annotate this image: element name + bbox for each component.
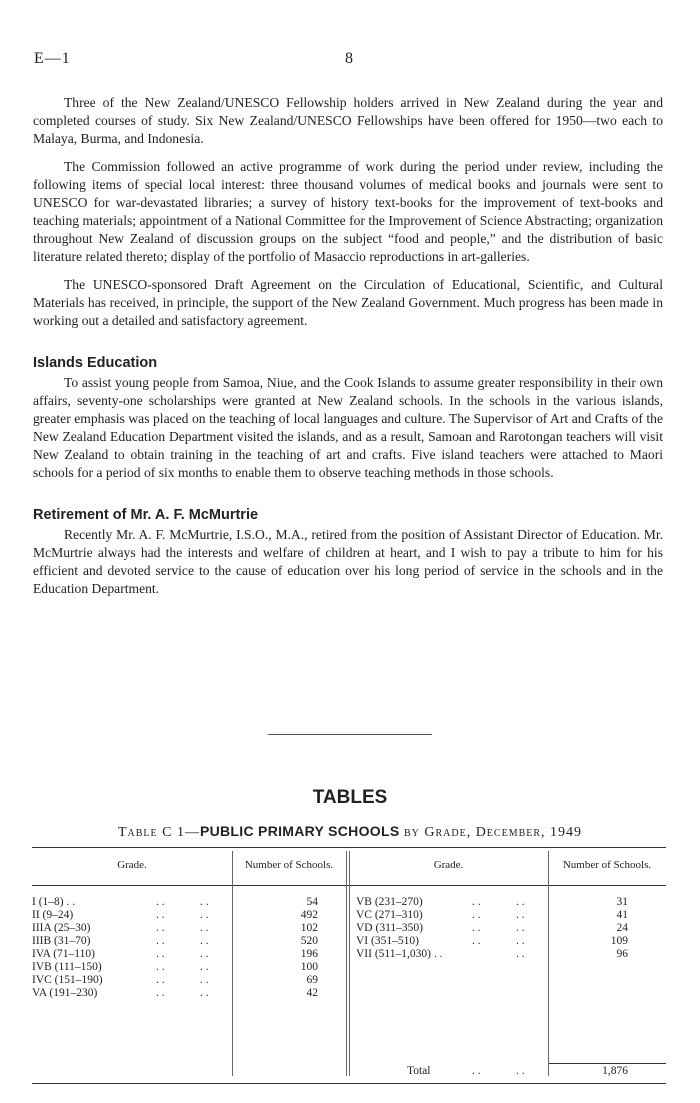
leader-dots: . . <box>472 1065 481 1077</box>
total-label: Total <box>407 1065 431 1077</box>
total-value: 1,876 <box>602 1065 628 1077</box>
count-cell: 520 <box>300 935 318 947</box>
column-divider <box>346 851 347 1076</box>
leader-dots: . . <box>156 987 165 999</box>
table-caption-prefix: Table C 1— <box>117 825 200 840</box>
grade-cell: I (1–8) . . <box>32 896 76 908</box>
paragraph-islands: To assist young people from Samoa, Niue, and the Cook Islands to assume greater responsibility in their own affairs, seventy-one scholarships were granted at New Zealand schools. In the schools in the various islands, greater emphasis was placed on the teaching of local languages and culture. The Supervisor of Art and Crafts of the New Zealand Education Department visited the islands, and as a result, Samoan and Rarotongan teachers will visit New Zealand to obtain training in the teaching of art and crafts. Five island teachers were attached to Maori schools for a period of six months to enable them to observe teaching methods in those schools. <box>33 375 663 480</box>
leader-dots: . . <box>472 896 481 908</box>
leader-dots: . . <box>200 948 209 960</box>
section-heading-retirement: Retirement of Mr. A. F. McMurtrie <box>33 507 259 523</box>
count-cell: 196 <box>300 948 318 960</box>
count-cell: 24 <box>616 922 628 934</box>
leader-dots: . . <box>156 909 165 921</box>
document-code: E—1 <box>34 50 71 67</box>
leader-dots: . . <box>156 922 165 934</box>
page-header <box>34 50 664 72</box>
leader-dots: . . <box>516 948 525 960</box>
grade-cell: VD (311–350) <box>356 922 423 934</box>
count-cell: 109 <box>610 935 628 947</box>
primary-schools-table <box>32 847 666 1084</box>
paragraph-commission: The Commission followed an active programme of work during the period under review, including the following items of special local interest: three thousand volumes of medical books and journals were sent to UNESCO for war-devastated libraries; a survey of history text-books for the improvement of text-books and teaching materials; appointment of a National Committee for the Improvement of Science Abstracting; organization throughout New Zealand of discussion groups on the subject “food and people,” and the distribution of basic literature related thereto; display of the portfolio of Masaccio reproductions in art-galleries. <box>33 159 663 264</box>
grade-cell: VA (191–230) <box>32 987 98 999</box>
paragraph-fellowships: Three of the New Zealand/UNESCO Fellowship holders arrived in New Zealand during the year and completed courses of study. Six New Zealand/UNESCO Fellowships have been offered for 1950—two each to Malaya, Burma, and Indonesia. <box>33 95 663 146</box>
leader-dots: . . <box>200 974 209 986</box>
leader-dots: . . <box>516 896 525 908</box>
leader-dots: . . <box>472 922 481 934</box>
section-divider <box>268 734 432 735</box>
table-top-rule <box>32 847 666 848</box>
count-cell: 31 <box>616 896 628 908</box>
leader-dots: . . <box>472 935 481 947</box>
section-heading-islands: Islands Education <box>33 355 158 371</box>
leader-dots: . . <box>516 935 525 947</box>
header-number: Number of Schools. <box>244 859 334 871</box>
body-text <box>33 94 663 608</box>
leader-dots: . . <box>200 909 209 921</box>
grade-cell: VI (351–510) <box>356 935 419 947</box>
leader-dots: . . <box>516 1065 525 1077</box>
page-number: 8 <box>345 50 353 67</box>
leader-dots: . . <box>472 909 481 921</box>
leader-dots: . . <box>156 948 165 960</box>
count-cell: 492 <box>300 909 318 921</box>
paragraph-retirement: Recently Mr. A. F. McMurtrie, I.S.O., M.A., retired from the position of Assistant Director of Education. Mr. McMurtrie always had the interests and welfare of children at heart, and I wish to pay a tribute to him for his efficient and devoted service to the cause of education over his long period of service in the schools and in the Education Department. <box>33 527 663 596</box>
grade-cell: II (9–24) <box>32 909 74 921</box>
count-cell: 42 <box>306 987 318 999</box>
grade-cell: IVB (111–150) <box>32 961 102 973</box>
count-cell: 54 <box>306 896 318 908</box>
leader-dots: . . <box>200 922 209 934</box>
count-cell: 69 <box>306 974 318 986</box>
count-cell: 102 <box>300 922 318 934</box>
table-caption-suffix: by Grade, December, 1949 <box>399 825 583 840</box>
grade-cell: IVC (151–190) <box>32 974 103 986</box>
table-caption-bold: PUBLIC PRIMARY SCHOOLS <box>199 823 400 839</box>
leader-dots: . . <box>516 909 525 921</box>
count-cell: 41 <box>616 909 628 921</box>
leader-dots: . . <box>200 896 209 908</box>
leader-dots: . . <box>516 922 525 934</box>
grade-cell: IIIA (25–30) <box>32 922 91 934</box>
leader-dots: . . <box>156 896 165 908</box>
paragraph-draft-agreement: The UNESCO-sponsored Draft Agreement on the Circulation of Educational, Scientific, and Cultural Materials has received, in principle, the support of the New Zealand Government. Much progress has been made in working out a detailed and satisfactory agreement. <box>33 277 663 328</box>
leader-dots: . . <box>156 974 165 986</box>
grade-cell: IVA (71–110) <box>32 948 95 960</box>
column-divider <box>349 851 350 1076</box>
grade-cell: VB (231–270) <box>356 896 423 908</box>
total-rule <box>548 1063 666 1064</box>
table-caption <box>0 823 700 841</box>
header-number: Number of Schools. <box>562 859 652 871</box>
leader-dots: . . <box>156 961 165 973</box>
header-grade: Grade. <box>433 859 464 871</box>
leader-dots: . . <box>156 935 165 947</box>
table-bottom-rule <box>32 1083 666 1084</box>
count-cell: 100 <box>300 961 318 973</box>
grade-cell: VC (271–310) <box>356 909 423 921</box>
header-grade: Grade. <box>117 859 147 871</box>
leader-dots: . . <box>200 987 209 999</box>
count-cell: 96 <box>616 948 628 960</box>
leader-dots: . . <box>200 935 209 947</box>
column-divider <box>548 851 549 1076</box>
grade-cell: VII (511–1,030) . . <box>356 948 443 960</box>
tables-title: TABLES <box>312 787 388 808</box>
leader-dots: . . <box>200 961 209 973</box>
grade-cell: IIIB (31–70) <box>32 935 91 947</box>
